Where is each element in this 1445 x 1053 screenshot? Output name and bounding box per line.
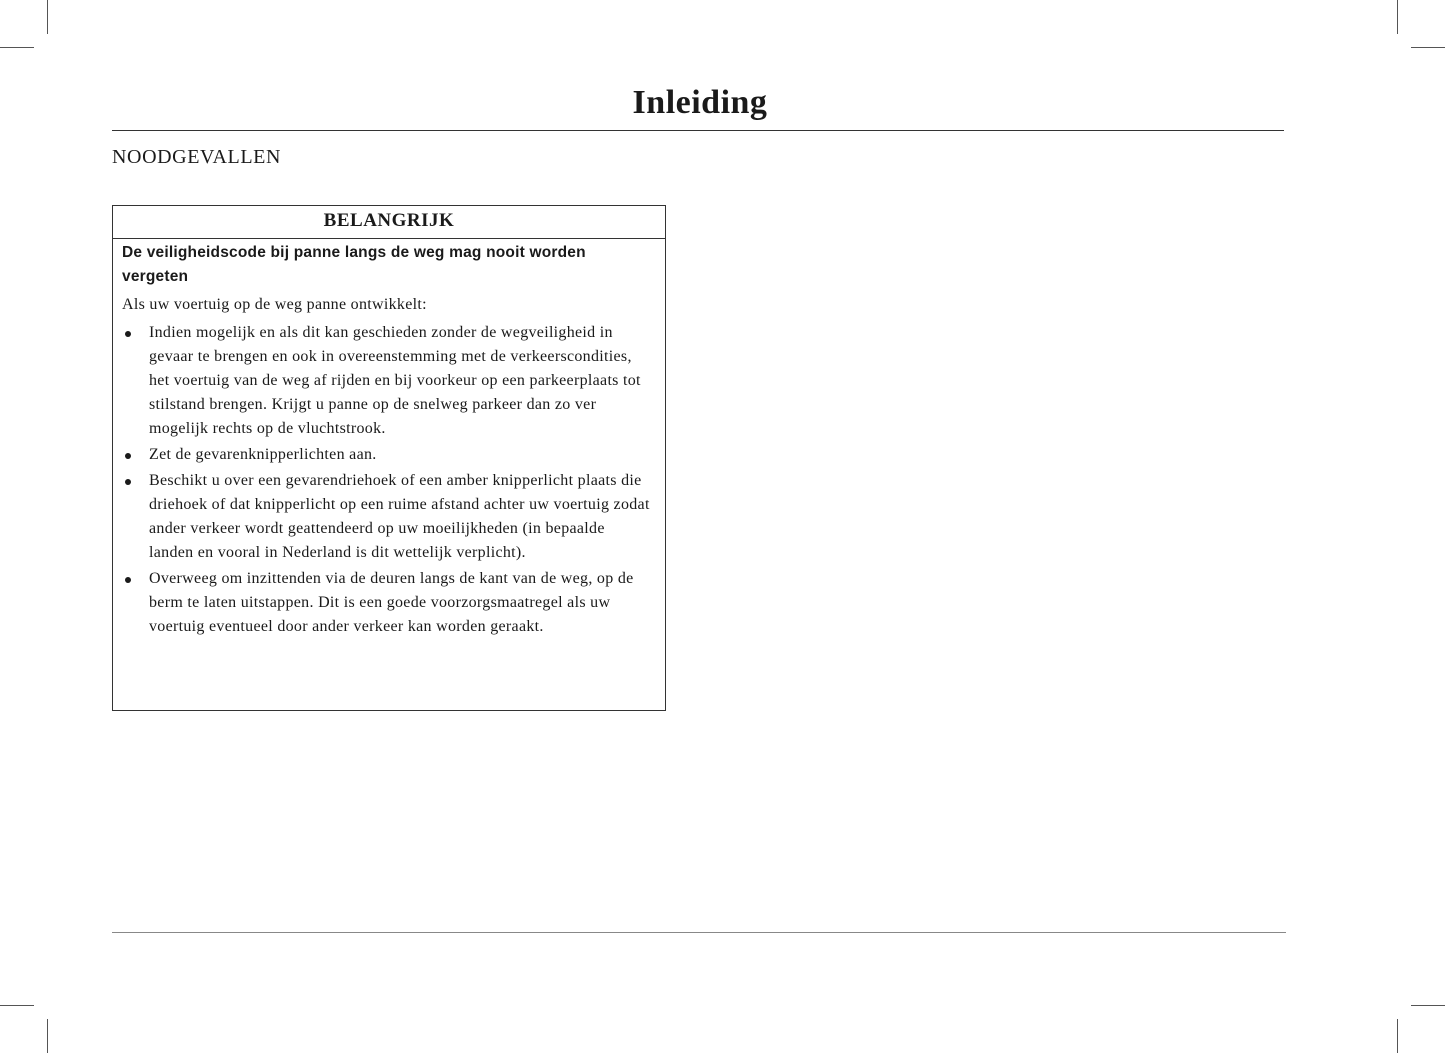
bullet-dot-icon — [125, 577, 131, 583]
bullet-text: Indien mogelijk en als dit kan geschieden zonder de wegveiligheid in gevaar te brengen en ook in overeenstemming met de verkeerscondities, het voertuig van de weg af rijden en bij voorkeur op een parkeerplaats tot stilstand brengen. Krijgt u panne op de snelweg parkeer dan zo ver mogelijk rechts op de vluchtstrook. — [149, 324, 641, 437]
notice-intro: Als uw voertuig op de weg panne ontwikkelt: — [122, 296, 427, 313]
bullet-text: Beschikt u over een gevarendriehoek of een amber knipperlicht plaats die driehoek of dat knipperlicht op een ruime afstand achter uw voertuig zodat ander verkeer wordt geattendeerd op uw moeilijkheden (in bepaalde landen en vooral in Nederland is dit wettelijk verplicht). — [149, 472, 650, 561]
page-title: Inleiding — [632, 84, 768, 121]
crop-mark-top-right-vertical — [1397, 0, 1398, 34]
crop-mark-top-left-horizontal — [0, 47, 34, 48]
crop-mark-bottom-left-horizontal — [0, 1005, 34, 1006]
crop-mark-top-left-vertical — [47, 0, 48, 34]
notice-header: BELANGRIJK — [113, 206, 665, 239]
bullet-text: Zet de gevarenknipperlichten aan. — [149, 446, 377, 463]
list-item — [122, 567, 653, 639]
crop-mark-bottom-left-vertical — [47, 1019, 48, 1053]
section-heading: NOODGEVALLEN — [112, 146, 282, 168]
footer-divider — [112, 932, 1286, 933]
bullet-dot-icon — [125, 453, 131, 459]
list-item — [122, 469, 653, 565]
title-divider — [112, 130, 1284, 131]
bullet-dot-icon — [125, 331, 131, 337]
crop-mark-bottom-right-vertical — [1397, 1019, 1398, 1053]
bullet-list — [122, 321, 653, 639]
bullet-dot-icon — [125, 479, 131, 485]
list-item — [122, 443, 653, 467]
list-item — [122, 321, 653, 441]
crop-mark-bottom-right-horizontal — [1411, 1005, 1445, 1006]
notice-body — [113, 239, 665, 639]
important-notice-box — [112, 205, 666, 711]
bullet-text: Overweeg om inzittenden via de deuren langs de kant van de weg, op de berm te laten uitstappen. Dit is een goede voorzorgsmaatregel als uw voertuig eventueel door ander verkeer kan worden geraakt. — [149, 570, 634, 635]
crop-mark-top-right-horizontal — [1411, 47, 1445, 48]
notice-lead: De veiligheidscode bij panne langs de weg mag nooit worden vergeten — [122, 244, 586, 285]
